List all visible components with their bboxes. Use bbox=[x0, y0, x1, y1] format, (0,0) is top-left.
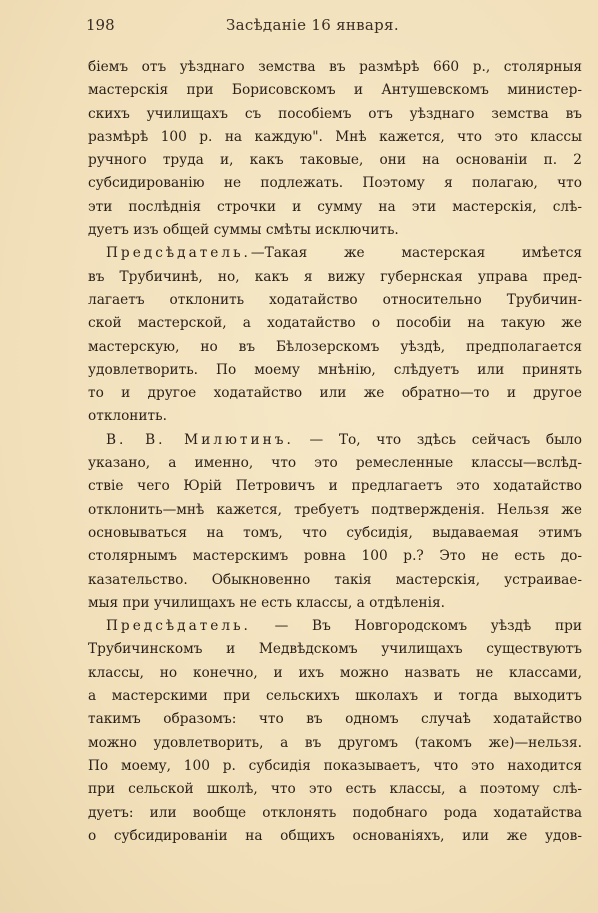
text-line: лагаетъ отклонить ходатайство относительно Трубичин- bbox=[88, 291, 582, 308]
text-line: при сельской школѣ, что это есть классы, а поэтому слѣ- bbox=[88, 781, 582, 798]
text-line: о субсидированіи на общихъ основаніяхъ, или же удов- bbox=[88, 827, 582, 844]
text-line: а мастерскими при сельскихъ школахъ и тогда выходитъ bbox=[88, 688, 582, 705]
body-text bbox=[88, 56, 582, 848]
speaker-name: Предсѣдатель. bbox=[106, 618, 251, 635]
paragraph-3 bbox=[88, 429, 582, 615]
text-line bbox=[88, 615, 582, 638]
text-line: классы, но конечно, и ихъ можно назвать не классами, bbox=[88, 664, 582, 681]
text-line: эти послѣднія строчки и сумму на эти мастерскія, слѣ- bbox=[88, 198, 582, 215]
speaker-name: Предсѣдатель. bbox=[106, 245, 251, 262]
text-line: удовлетворить. По моему мнѣнію, слѣдуетъ или принять bbox=[88, 361, 582, 378]
paragraph-4 bbox=[88, 615, 582, 848]
text-line: казательство. Обыкновенно такія мастерскія, устраивае- bbox=[88, 571, 582, 588]
text-line: По моему, 100 р. субсидія показываетъ, что это находится bbox=[88, 757, 582, 774]
text-line: можно удовлетворить, а въ другомъ (такомъ же)—нельзя. bbox=[88, 734, 582, 751]
text-line: ручного труда и, какъ таковые, они на основаніи п. 2 bbox=[88, 152, 582, 169]
text-line: отклонить. bbox=[88, 408, 167, 425]
text-line: дуетъ изъ общей суммы смѣты исключить. bbox=[88, 222, 399, 239]
text-line bbox=[88, 242, 582, 265]
text-line: біемъ отъ уѣзднаго земства въ размѣрѣ 660 р., столярныя bbox=[88, 59, 582, 75]
text-fragment: — То, что здѣсь сейчасъ было bbox=[293, 431, 582, 448]
text-line: основываться на томъ, что субсидія, выдаваемая этимъ bbox=[88, 524, 582, 541]
text-line: мастерскія при Борисовскомъ и Антушевскомъ министер- bbox=[88, 82, 582, 99]
text-fragment: —Такая же мастерская имѣется bbox=[250, 245, 582, 262]
page-header bbox=[88, 16, 578, 44]
text-line: размѣрѣ 100 р. на каждую". Мнѣ кажется, что это классы bbox=[88, 128, 582, 145]
text-line: мастерскую, но въ Бѣлозерскомъ уѣздѣ, предполагается bbox=[88, 338, 582, 355]
text-line: указано, а именно, что это ремесленные классы—вслѣд- bbox=[88, 455, 582, 472]
paragraph-1 bbox=[88, 56, 582, 242]
page-number: 198 bbox=[86, 16, 115, 34]
text-line: то и другое ходатайство или же обратно—то и другое bbox=[88, 385, 582, 402]
text-line: субсидированію не подлежать. Поэтому я полагаю, что bbox=[88, 175, 582, 192]
text-line: отклонить—мнѣ кажется, требуетъ подтвержденія. Нельзя же bbox=[88, 501, 582, 518]
text-line: такимъ образомъ: что въ одномъ случаѣ ходатайство bbox=[88, 711, 582, 728]
text-line: въ Трубичинѣ, но, какъ я вижу губернская управа пред- bbox=[88, 268, 582, 285]
running-head: Засѣданіе 16 января. bbox=[226, 16, 399, 34]
text-fragment: — Въ Новгородскомъ уѣздѣ при bbox=[250, 618, 582, 635]
text-line: скихъ училищахъ съ пособіемъ отъ уѣзднаго земства въ bbox=[88, 105, 582, 122]
text-line: мыя при училищахъ не есть классы, а отдѣленія. bbox=[88, 594, 445, 611]
paragraph-2 bbox=[88, 242, 582, 428]
text-line: ствіе чего Юрій Петровичъ и предлагаетъ это ходатайство bbox=[88, 478, 582, 495]
text-line bbox=[88, 429, 582, 452]
text-line: Трубичинскомъ и Медвѣдскомъ училищахъ существуютъ bbox=[88, 641, 582, 658]
text-line: дуетъ: или вообще отклонять подобнаго рода ходатайства bbox=[88, 804, 582, 821]
speaker-name: В. В. Милютинъ. bbox=[106, 431, 294, 448]
text-line: ской мастерской, а ходатайство о пособіи на такую же bbox=[88, 315, 582, 332]
text-line: столярнымъ мастерскимъ ровна 100 р.? Это не есть до- bbox=[88, 548, 582, 565]
